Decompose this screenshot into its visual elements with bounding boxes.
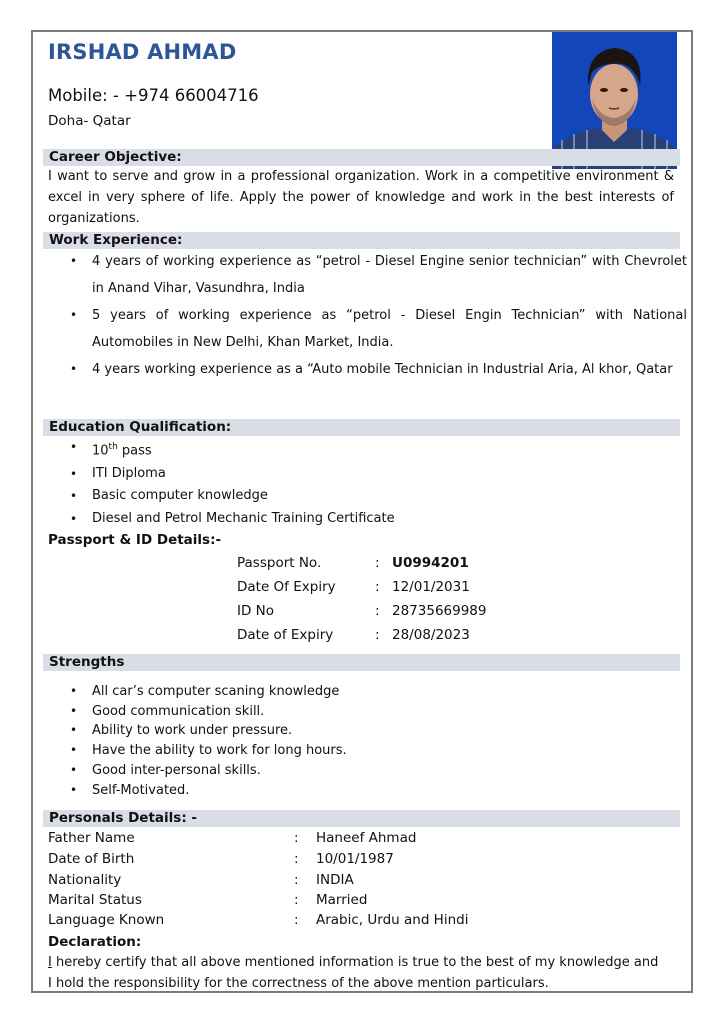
passport-row: ID No : 28735669989 [237, 603, 487, 619]
list-item: • 5 years of working experience as “petrol - Diesel Engin Technician” with National Automobiles in New Delhi, Khan Market, India. [48, 302, 687, 356]
section-title: Work Experience: [49, 232, 183, 248]
list-item: • Good inter-personal skills. [48, 761, 347, 781]
list-item: • Ability to work under pressure. [48, 721, 347, 741]
passport-row: Date of Expiry : 28/08/2023 [237, 627, 470, 643]
list-item: • ITI Diploma [48, 463, 395, 486]
personal-details-table [48, 829, 668, 931]
list-item: • Basic computer knowledge [48, 485, 395, 508]
location: Doha- Qatar [48, 113, 131, 129]
list-item: • Self-Motivated. [48, 781, 347, 801]
list-item: • Diesel and Petrol Mechanic Training Certificate [48, 508, 395, 531]
work-experience-list [48, 248, 687, 383]
list-item: • 4 years working experience as a “Auto mobile Technician in Industrial Aria, Al khor, Qatar [48, 356, 687, 383]
declaration-heading: Declaration: [48, 934, 142, 950]
list-item: • Have the ability to work for long hours. [48, 741, 347, 761]
passport-details-table [237, 554, 537, 650]
list-item: • 10th pass [48, 436, 395, 463]
declaration-text [48, 952, 678, 993]
mobile-number: Mobile: - +974 66004716 [48, 86, 259, 105]
section-header-personal-details [43, 810, 680, 827]
section-header-education [43, 419, 680, 436]
strengths-list [48, 682, 347, 800]
personal-row: Marital Status : Married [48, 892, 368, 908]
declaration-line: I hereby certify that all above mentioned information is true to the best of my knowledge and [48, 955, 659, 970]
section-title: Personals Details: - [49, 810, 198, 826]
passport-section-heading: Passport & ID Details:- [48, 532, 222, 548]
personal-row: Language Known : Arabic, Urdu and Hindi [48, 912, 469, 928]
section-header-strengths [43, 654, 680, 671]
section-title: Strengths [49, 654, 125, 670]
personal-row: Date of Birth : 10/01/1987 [48, 851, 394, 867]
personal-row: Father Name : Haneef Ahmad [48, 830, 417, 846]
personal-row: Nationality : INDIA [48, 872, 354, 888]
list-item: • All car’s computer scaning knowledge [48, 682, 347, 702]
resume-page [31, 30, 693, 993]
list-item: • Good communication skill. [48, 702, 347, 722]
career-objective-text: I want to serve and grow in a professional organization. Work in a competitive environment & excel in very sphere of life. Apply the power of knowledge and work in the best interests of organizations. [48, 169, 674, 226]
section-header-work-experience [43, 232, 680, 249]
section-header-career-objective [43, 149, 680, 166]
section-title: Career Objective: [49, 149, 182, 165]
list-item: • 4 years of working experience as “petrol - Diesel Engine senior technician” with Chevrolet in Anand Vihar, Vasundhra, India [48, 248, 687, 302]
passport-row: Passport No. : U0994201 [237, 555, 469, 571]
declaration-line: I hold the responsibility for the correctness of the above mention particulars. [48, 976, 549, 991]
education-list [48, 436, 395, 530]
candidate-name: IRSHAD AHMAD [48, 40, 237, 64]
passport-row: Date Of Expiry : 12/01/2031 [237, 579, 470, 595]
section-title: Education Qualification: [49, 419, 232, 435]
